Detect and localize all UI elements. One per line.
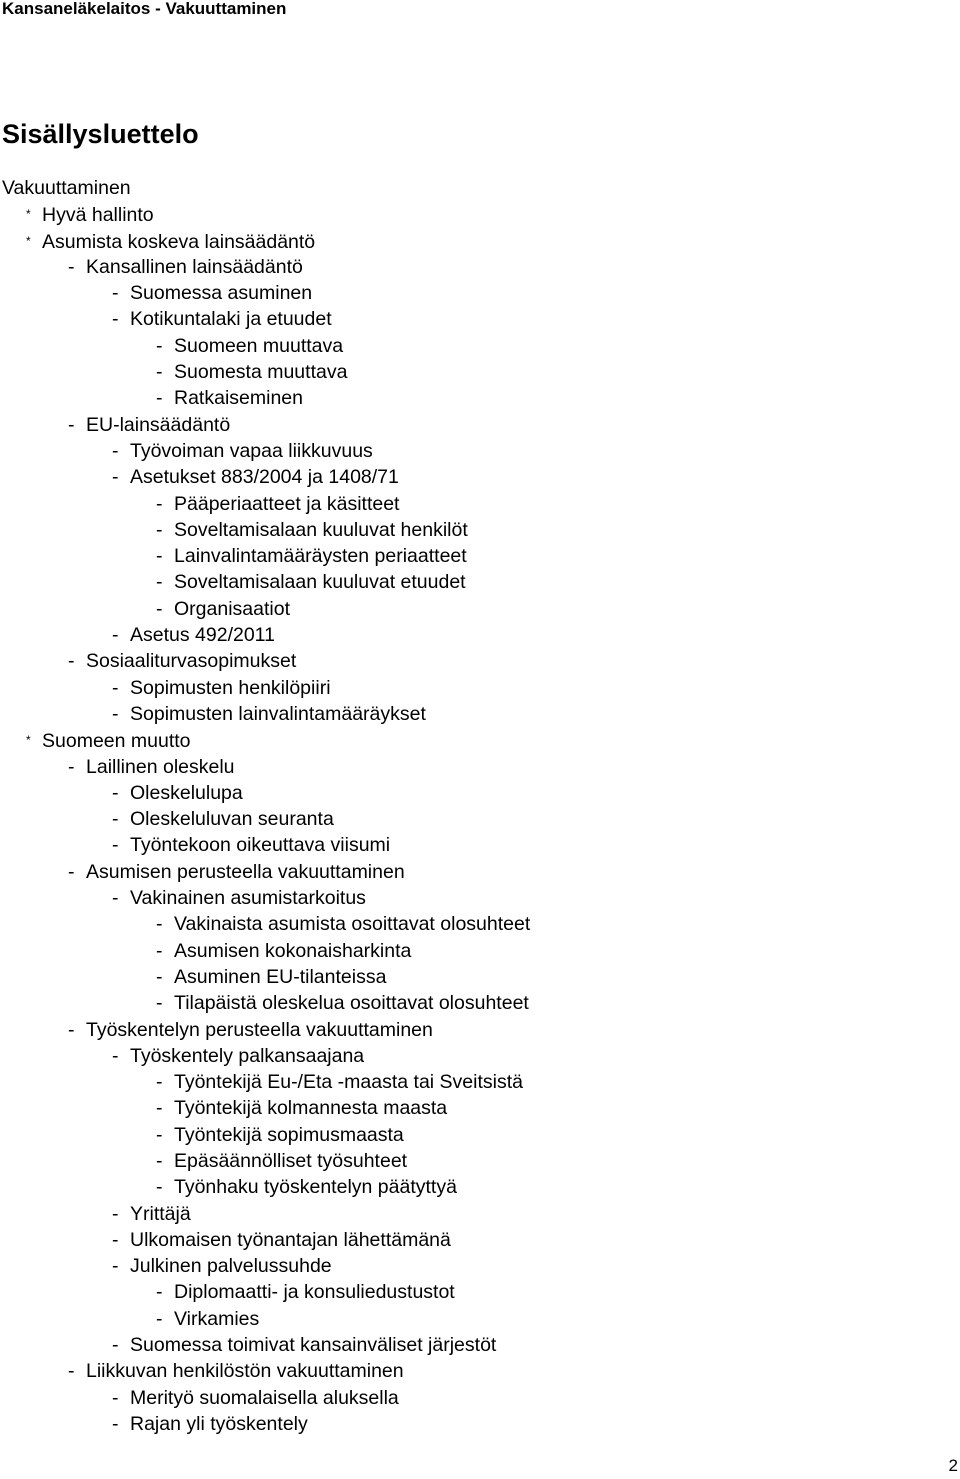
toc-entry[interactable] bbox=[2, 306, 530, 332]
toc-entry[interactable] bbox=[2, 832, 530, 858]
toc-entry[interactable] bbox=[2, 438, 530, 464]
dash-bullet-icon: - bbox=[112, 1202, 119, 1225]
toc-entry-label: Suomeen muutto bbox=[42, 730, 191, 753]
toc-entry-label: Merityö suomalaisella aluksella bbox=[130, 1386, 399, 1409]
dash-bullet-icon: - bbox=[112, 1044, 119, 1067]
toc-entry[interactable] bbox=[2, 280, 530, 306]
dash-bullet-icon: - bbox=[156, 334, 163, 357]
dash-bullet-icon: - bbox=[112, 676, 119, 699]
toc-entry-label: Vakuuttaminen bbox=[2, 177, 131, 199]
toc-entry-label: Työntekijä sopimusmaasta bbox=[174, 1123, 404, 1146]
toc-entry[interactable] bbox=[2, 1122, 530, 1148]
dash-bullet-icon: - bbox=[112, 1255, 119, 1278]
toc-entry[interactable] bbox=[2, 464, 530, 490]
toc-entry[interactable] bbox=[2, 333, 530, 359]
toc-entry-label: Lainvalintamääräysten periaatteet bbox=[174, 545, 467, 568]
toc-entry-label: Yrittäjä bbox=[130, 1202, 191, 1225]
toc-entry[interactable] bbox=[2, 254, 530, 280]
toc-entry-label: Asetus 492/2011 bbox=[130, 624, 275, 647]
dash-bullet-icon: - bbox=[112, 439, 119, 462]
dash-bullet-icon: - bbox=[156, 1281, 163, 1304]
toc-entry[interactable] bbox=[2, 596, 530, 622]
toc-entry-label: Työskentelyn perusteella vakuuttaminen bbox=[86, 1018, 433, 1041]
toc-entry[interactable] bbox=[2, 228, 530, 254]
table-of-contents bbox=[2, 175, 530, 1437]
dash-bullet-icon: - bbox=[156, 361, 163, 384]
dash-bullet-icon: - bbox=[112, 466, 119, 489]
asterisk-bullet-icon: * bbox=[26, 233, 31, 248]
toc-entry[interactable] bbox=[2, 1385, 530, 1411]
toc-entry[interactable] bbox=[2, 517, 530, 543]
toc-entry[interactable] bbox=[2, 938, 530, 964]
toc-entry-label: Asumista koskeva lainsäädäntö bbox=[42, 230, 316, 253]
toc-entry-label: Virkamies bbox=[174, 1307, 260, 1330]
toc-entry-label: Vakinaista asumista osoittavat olosuhteet bbox=[174, 913, 531, 936]
toc-entry-label: Oleskelulupa bbox=[130, 781, 243, 804]
dash-bullet-icon: - bbox=[156, 387, 163, 410]
dash-bullet-icon: - bbox=[156, 992, 163, 1015]
toc-entry-label: Suomessa toimivat kansainväliset järjestöt bbox=[130, 1334, 497, 1357]
toc-entry-label: Liikkuvan henkilöstön vakuuttaminen bbox=[86, 1360, 404, 1383]
toc-entry-label: Työntekijä kolmannesta maasta bbox=[174, 1097, 448, 1120]
dash-bullet-icon: - bbox=[156, 1149, 163, 1172]
toc-entry[interactable] bbox=[2, 859, 530, 885]
toc-entry[interactable] bbox=[2, 1069, 530, 1095]
toc-entry-label: Organisaatiot bbox=[174, 597, 290, 620]
toc-entry[interactable] bbox=[2, 648, 530, 674]
toc-entry[interactable] bbox=[2, 359, 530, 385]
toc-entry-label: Kansallinen lainsäädäntö bbox=[86, 255, 303, 278]
dash-bullet-icon: - bbox=[156, 1176, 163, 1199]
toc-entry[interactable] bbox=[2, 1017, 530, 1043]
toc-entry[interactable] bbox=[2, 1148, 530, 1174]
dash-bullet-icon: - bbox=[112, 1412, 119, 1435]
page-number: 2 bbox=[948, 1456, 958, 1475]
dash-bullet-icon: - bbox=[68, 755, 75, 778]
toc-entry[interactable] bbox=[2, 1174, 530, 1200]
page-header-title: Kansaneläkelaitos - Vakuuttaminen bbox=[2, 0, 287, 18]
toc-entry-label: Suomeen muuttava bbox=[174, 334, 344, 357]
toc-entry[interactable] bbox=[2, 990, 530, 1016]
toc-entry[interactable] bbox=[2, 543, 530, 569]
toc-entry[interactable] bbox=[2, 1043, 530, 1069]
dash-bullet-icon: - bbox=[112, 887, 119, 910]
toc-entry[interactable] bbox=[2, 1201, 530, 1227]
toc-entry-label: Asumisen perusteella vakuuttaminen bbox=[86, 860, 405, 883]
dash-bullet-icon: - bbox=[112, 702, 119, 725]
dash-bullet-icon: - bbox=[156, 1071, 163, 1094]
toc-entry-label: Asumisen kokonaisharkinta bbox=[174, 939, 412, 962]
dash-bullet-icon: - bbox=[156, 571, 163, 594]
toc-entry-label: Suomessa asuminen bbox=[130, 282, 313, 305]
toc-entry[interactable] bbox=[2, 569, 530, 595]
toc-entry-label: Tilapäistä oleskelua osoittavat olosuhteet bbox=[174, 992, 529, 1015]
dash-bullet-icon: - bbox=[156, 1123, 163, 1146]
toc-entry-label: Epäsäännölliset työsuhteet bbox=[174, 1149, 408, 1172]
toc-entry[interactable] bbox=[2, 911, 530, 937]
toc-entry-label: Kotikuntalaki ja etuudet bbox=[130, 308, 332, 331]
dash-bullet-icon: - bbox=[68, 860, 75, 883]
dash-bullet-icon: - bbox=[68, 1360, 75, 1383]
toc-entry[interactable] bbox=[2, 885, 530, 911]
toc-entry-label: EU-lainsäädäntö bbox=[86, 413, 231, 436]
toc-entry-label: Asuminen EU-tilanteissa bbox=[174, 965, 387, 988]
dash-bullet-icon: - bbox=[68, 413, 75, 436]
toc-entry[interactable] bbox=[2, 1332, 530, 1358]
toc-entry-label: Työnhaku työskentelyn päätyttyä bbox=[174, 1176, 457, 1199]
toc-entry[interactable] bbox=[2, 412, 530, 438]
dash-bullet-icon: - bbox=[156, 597, 163, 620]
toc-entry[interactable] bbox=[2, 1253, 530, 1279]
dash-bullet-icon: - bbox=[112, 781, 119, 804]
toc-entry[interactable] bbox=[2, 1358, 530, 1384]
toc-entry[interactable] bbox=[2, 780, 530, 806]
toc-entry[interactable] bbox=[2, 964, 530, 990]
toc-entry-label: Työntekoon oikeuttava viisumi bbox=[130, 834, 391, 857]
toc-entry[interactable] bbox=[2, 701, 530, 727]
dash-bullet-icon: - bbox=[112, 808, 119, 831]
toc-entry[interactable] bbox=[2, 727, 530, 753]
toc-entry-label: Oleskeluluvan seuranta bbox=[130, 808, 334, 831]
dash-bullet-icon: - bbox=[156, 545, 163, 568]
toc-entry-label: Suomesta muuttava bbox=[174, 361, 348, 384]
toc-entry-label: Soveltamisalaan kuuluvat henkilöt bbox=[174, 518, 468, 541]
dash-bullet-icon: - bbox=[112, 308, 119, 331]
dash-bullet-icon: - bbox=[156, 492, 163, 515]
toc-entry-label: Työvoiman vapaa liikkuvuus bbox=[130, 439, 373, 462]
toc-entry-label: Sopimusten henkilöpiiri bbox=[130, 676, 331, 699]
dash-bullet-icon: - bbox=[156, 939, 163, 962]
toc-entry-label: Työntekijä Eu-/Eta -maasta tai Sveitsistä bbox=[174, 1071, 523, 1094]
dash-bullet-icon: - bbox=[68, 255, 75, 278]
toc-entry[interactable] bbox=[2, 1095, 530, 1121]
toc-entry[interactable] bbox=[2, 385, 530, 411]
toc-entry[interactable] bbox=[2, 675, 530, 701]
toc-entry-label: Diplomaatti- ja konsuliedustustot bbox=[174, 1281, 455, 1304]
toc-entry[interactable] bbox=[2, 1306, 530, 1332]
dash-bullet-icon: - bbox=[156, 1097, 163, 1120]
toc-entry[interactable] bbox=[2, 806, 530, 832]
toc-entry-label: Vakinainen asumistarkoitus bbox=[130, 887, 366, 910]
toc-entry[interactable] bbox=[2, 754, 530, 780]
toc-entry-label: Laillinen oleskelu bbox=[86, 755, 235, 778]
toc-entry-label: Soveltamisalaan kuuluvat etuudet bbox=[174, 571, 466, 594]
dash-bullet-icon: - bbox=[112, 1334, 119, 1357]
toc-entry-label: Julkinen palvelussuhde bbox=[130, 1255, 332, 1278]
dash-bullet-icon: - bbox=[68, 650, 75, 673]
toc-entry[interactable] bbox=[2, 622, 530, 648]
asterisk-bullet-icon: * bbox=[26, 733, 31, 748]
dash-bullet-icon: - bbox=[156, 965, 163, 988]
toc-title: Sisällysluettelo bbox=[2, 119, 199, 149]
dash-bullet-icon: - bbox=[68, 1018, 75, 1041]
asterisk-bullet-icon: * bbox=[26, 207, 31, 222]
dash-bullet-icon: - bbox=[156, 518, 163, 541]
toc-entry-label: Hyvä hallinto bbox=[42, 204, 154, 227]
toc-entry[interactable] bbox=[2, 1227, 530, 1253]
toc-entry-label: Sosiaaliturvasopimukset bbox=[86, 650, 297, 673]
dash-bullet-icon: - bbox=[112, 282, 119, 305]
toc-entry-label: Ulkomaisen työnantajan lähettämänä bbox=[130, 1228, 451, 1251]
toc-entry-label: Työskentely palkansaajana bbox=[130, 1044, 365, 1067]
toc-entry[interactable] bbox=[2, 175, 530, 201]
toc-entry-label: Sopimusten lainvalintamääräykset bbox=[130, 702, 426, 725]
dash-bullet-icon: - bbox=[156, 913, 163, 936]
dash-bullet-icon: - bbox=[112, 1386, 119, 1409]
toc-entry-label: Ratkaiseminen bbox=[174, 387, 303, 410]
toc-entry[interactable] bbox=[2, 201, 530, 227]
toc-entry-label: Rajan yli työskentely bbox=[130, 1412, 308, 1435]
dash-bullet-icon: - bbox=[112, 834, 119, 857]
toc-entry-label: Asetukset 883/2004 ja 1408/71 bbox=[130, 466, 399, 489]
dash-bullet-icon: - bbox=[112, 1228, 119, 1251]
toc-entry[interactable] bbox=[2, 1279, 530, 1305]
dash-bullet-icon: - bbox=[156, 1307, 163, 1330]
toc-entry[interactable] bbox=[2, 491, 530, 517]
toc-entry-label: Pääperiaatteet ja käsitteet bbox=[174, 492, 400, 515]
toc-entry[interactable] bbox=[2, 1411, 530, 1437]
dash-bullet-icon: - bbox=[112, 624, 119, 647]
